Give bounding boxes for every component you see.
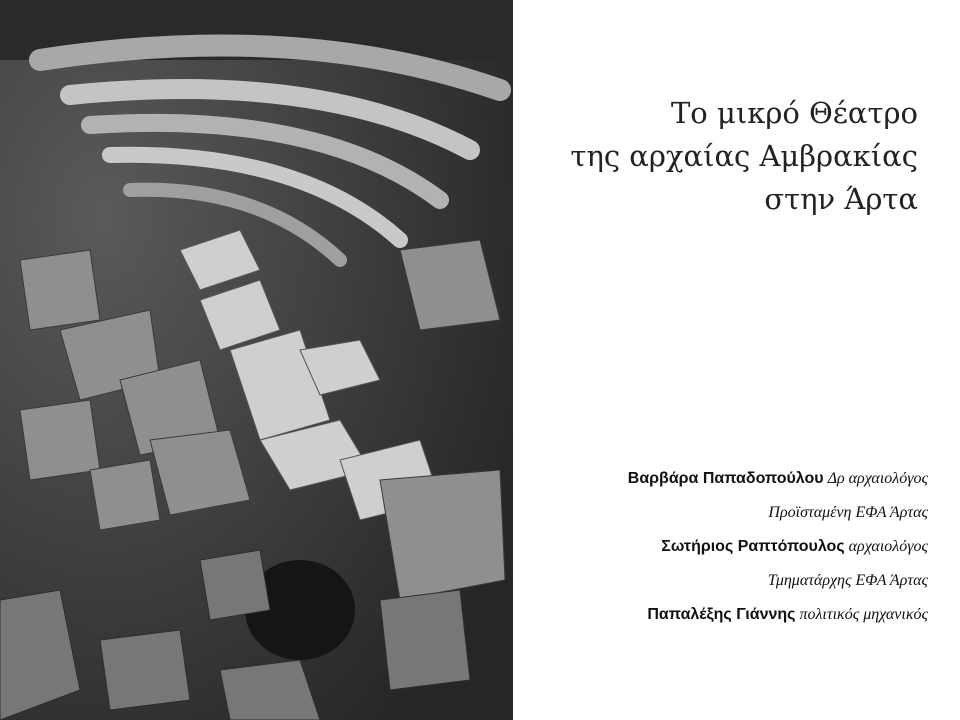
credit-line-1 <box>628 462 928 496</box>
author-role: αρχαιολόγος <box>848 538 928 555</box>
credit-line-2 <box>628 496 928 530</box>
author-role: Τμηματάρχης ΕΦΑ Άρτας <box>767 572 928 589</box>
author-role: Δρ αρχαιολόγος <box>827 470 928 487</box>
author-role: Προϊσταμένη ΕΦΑ Άρτας <box>768 504 928 521</box>
title-line-3: στην Άρτα <box>764 182 918 216</box>
credit-line-5 <box>628 598 928 632</box>
title-line-2: της αρχαίας Αμβρακίας <box>570 139 918 173</box>
author-role: πολιτικός μηχανικός <box>799 606 928 623</box>
author-name: Παπαλέξης Γιάννης <box>647 606 796 623</box>
credit-line-3 <box>628 530 928 564</box>
title-line-1: Το μικρό Θέατρο <box>670 96 918 130</box>
slide-title <box>570 92 918 221</box>
author-name: Σωτήριος Ραπτόπουλος <box>661 538 845 555</box>
author-name: Βαρβάρα Παπαδοπούλου <box>627 470 824 487</box>
credits-block <box>628 462 928 632</box>
credit-line-4 <box>628 564 928 598</box>
